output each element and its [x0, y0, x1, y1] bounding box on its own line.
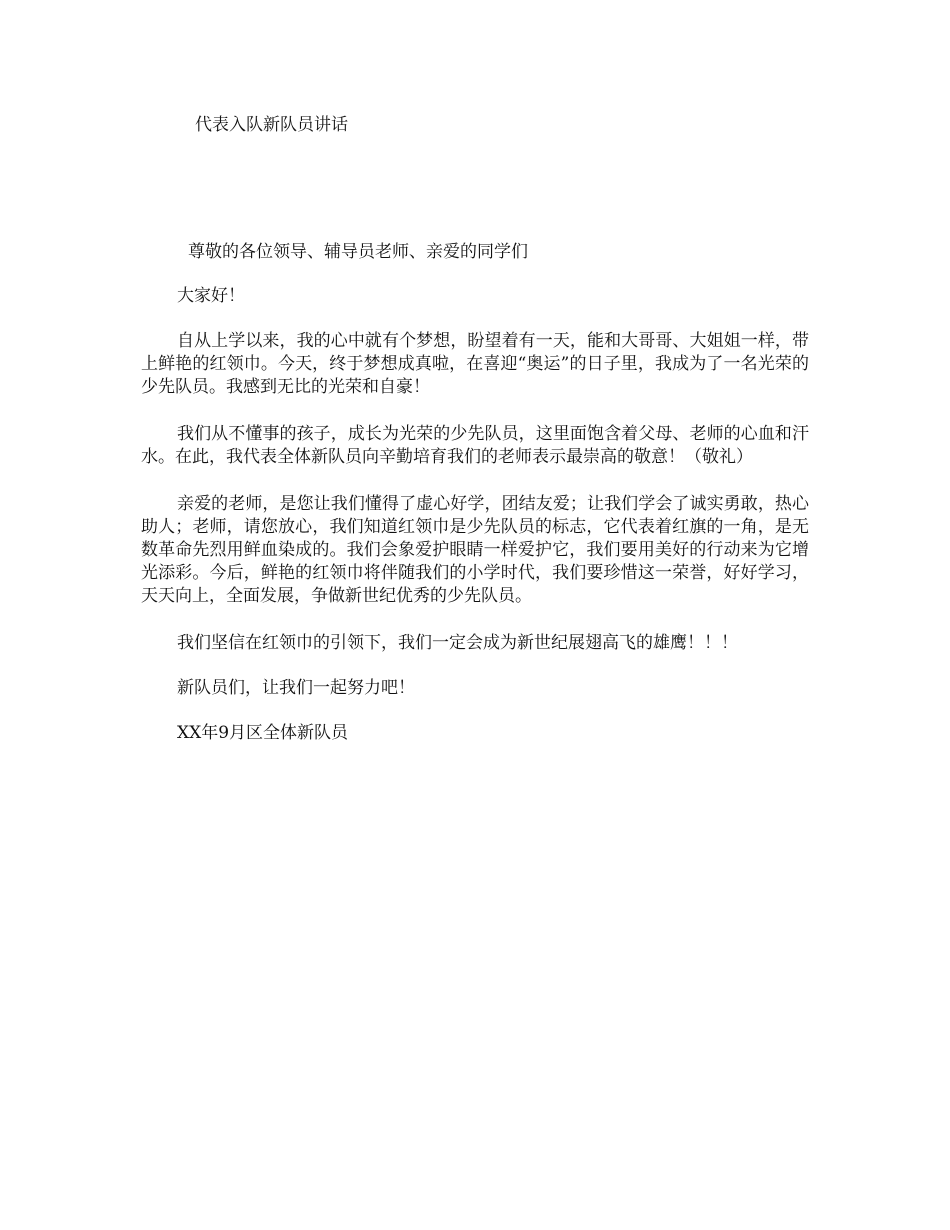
document-body — [141, 285, 809, 769]
paragraph-dream: 自从上学以来，我的心中就有个梦想，盼望着有一天，能和大哥哥、大姐姐一样，带上鲜艳的红领巾。今天，终于梦想成真啦，在喜迎“奥运”的日子里，我成为了一名光荣的少先队员。我感到无比的光荣和自豪！ — [141, 331, 809, 397]
paragraph-greeting: 大家好！ — [177, 286, 245, 306]
salutation: 尊敬的各位领导、辅导员老师、亲爱的同学们 — [188, 242, 528, 262]
paragraph-teacher: 亲爱的老师，是您让我们懂得了虚心好学，团结友爱；让我们学会了诚实勇敢，热心助人；老师，请您放心，我们知道红领巾是少先队员的标志，它代表着红旗的一角，是无数革命先烈用鲜血染成的。我们会象爱护眼睛一样爱护它，我们要用美好的行动来为它增光添彩。今后，鲜艳的红领巾将伴随我们的小学时代，我们要珍惜这一荣誉，好好学习，天天向上，全面发展，争做新世纪优秀的少先队员。 — [141, 494, 809, 606]
paragraph-gratitude: 我们从不懂事的孩子，成长为光荣的少先队员，这里面饱含着父母、老师的心血和汗水。在此，我代表全体新队员向辛勤培育我们的老师表示最崇高的敬意！（敬礼） — [141, 424, 809, 467]
paragraph-encourage: 新队员们，让我们一起努力吧！ — [177, 678, 415, 698]
paragraph-belief: 我们坚信在红领巾的引领下，我们一定会成为新世纪展翅高飞的雄鹰！！！ — [177, 633, 738, 653]
paragraph-signature: XX年9月区全体新队员 — [177, 723, 349, 743]
document-title: 代表入队新队员讲话 — [195, 115, 348, 135]
